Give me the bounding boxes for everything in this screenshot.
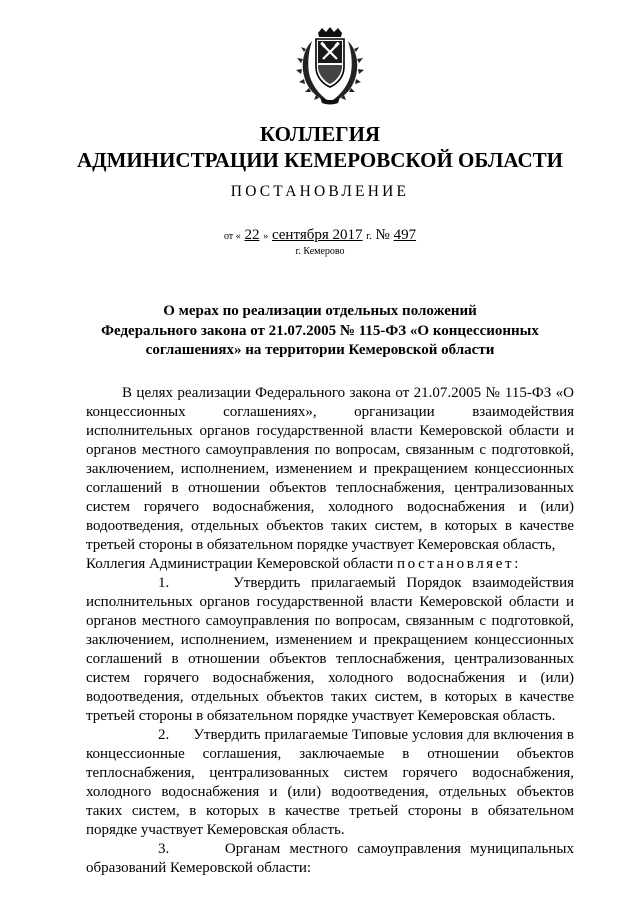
org-name-line1: КОЛЛЕГИЯ	[259, 122, 381, 146]
item-2-text: Утвердить прилагаемые Типовые условия для включения в концессионные соглашения, заключаемые в отношении объектов теплоснабжения, централизованных систем горячего водоснабжения, холодного водоснабжения и (или) водоотведения, отдельных объектов таких систем, в которых в качестве третьей стороны в обязательном порядке участвует Кемеровская область.	[86, 727, 575, 838]
item-3	[86, 840, 574, 878]
city-label: г. Кемерово	[295, 246, 345, 257]
date-month-year: сентября 2017	[271, 227, 363, 243]
item-1-text: Утвердить прилагаемый Порядок взаимодействия исполнительных органов государственной власти Кемеровской области и органов местного самоуправления по вопросам, связанным с подготовкой, заключением, исполнением, изменением и прекращением концессионных соглашений в отношении объектов теплоснабжения, централизованных систем горячего водоснабжения, холодного водоснабжения и (или) водоотведения, отдельных объектов таких систем, в которых в качестве третьей стороны в обязательном порядке участвует Кемеровская область.	[86, 575, 574, 724]
item-2	[86, 726, 574, 840]
year-suffix: г.	[366, 231, 372, 242]
document-title	[70, 302, 570, 361]
intro-paragraph: В целях реализации Федерального закона от 21.07.2005 № 115-ФЗ «О концессионных соглашениях», организации взаимодействия исполнительных органов государственной власти Кемеровской области и органов местного самоуправления по вопросам, связанным с подготовкой, заключением, исполнением, изменением и прекращением концессионных соглашений в отношении объектов теплоснабжения, централизованных систем горячего водоснабжения, холодного водоснабжения и (или) водоотведения, отдельных объектов таких систем, в которых в качестве третьей стороны в обязательном порядке участвует Кемеровская область,	[86, 385, 574, 553]
date-prefix: от «	[223, 231, 241, 242]
item-1	[86, 574, 574, 726]
title-line1: О мерах по реализации отдельных положений	[163, 303, 477, 319]
item-1-number: 1.	[158, 575, 170, 591]
enact-line	[86, 555, 574, 574]
document-type: ПОСТАНОВЛЕНИЕ	[230, 183, 410, 200]
coat-of-arms-emblem	[296, 27, 364, 105]
item-2-number: 2.	[158, 727, 170, 743]
document-number: 497	[393, 227, 417, 243]
date-day: 22	[244, 227, 260, 243]
item-3-text: Органам местного самоуправления муниципальных образований Кемеровской области:	[86, 841, 574, 876]
item-3-number: 3.	[158, 841, 170, 857]
date-number-line	[0, 227, 640, 244]
enact-word: постановляет:	[397, 556, 521, 572]
document-body	[86, 384, 574, 878]
coat-of-arms-icon	[296, 27, 364, 105]
title-line2: Федерального закона от 21.07.2005 № 115-ФЗ «О концессионных	[101, 322, 539, 339]
org-name-line2: АДМИНИСТРАЦИИ КЕМЕРОВСКОЙ ОБЛАСТИ	[76, 148, 564, 172]
title-line3: соглашениях» на территории Кемеровской области	[145, 342, 495, 358]
number-sign: №	[375, 227, 390, 243]
date-mid: »	[263, 231, 269, 242]
enact-prefix: Коллегия Администрации Кемеровской области	[86, 556, 394, 572]
